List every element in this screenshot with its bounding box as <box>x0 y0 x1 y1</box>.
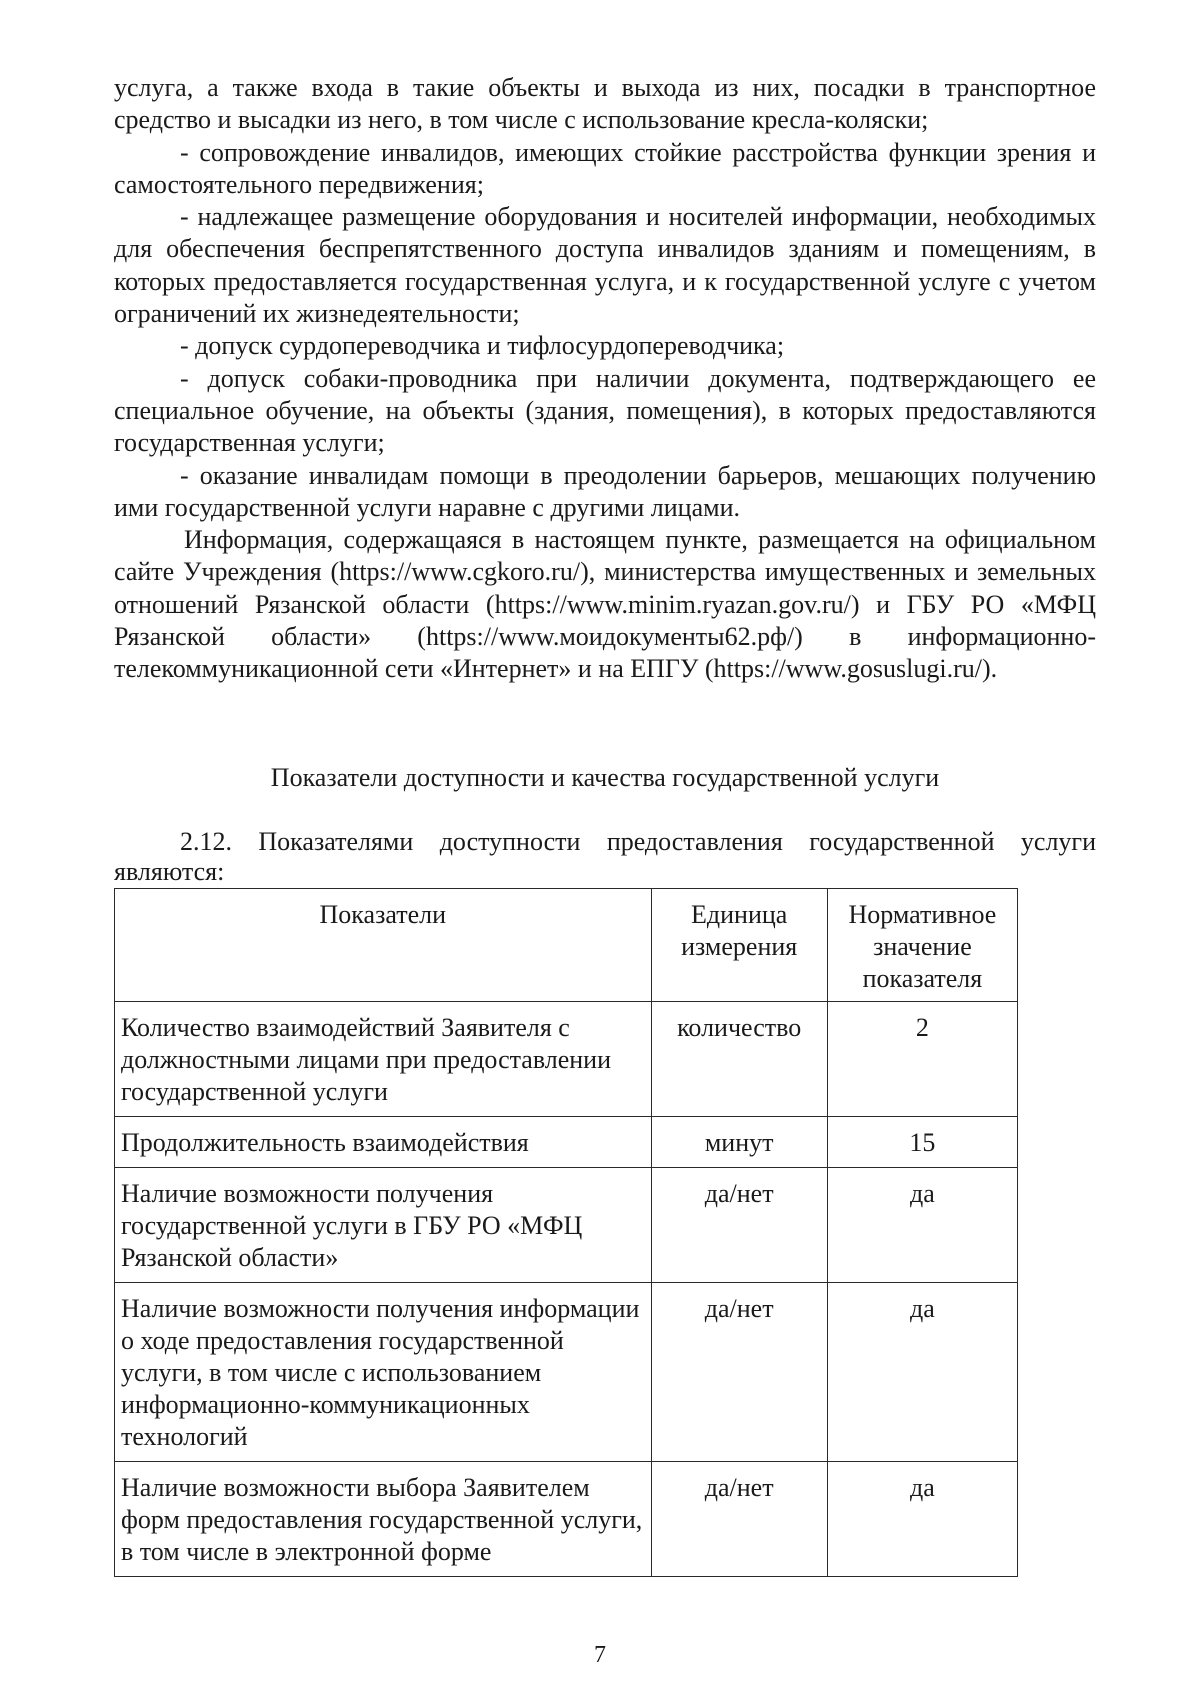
cell-indicator: Продолжительность взаимодействия <box>115 1117 652 1168</box>
header-unit: Единица измерения <box>651 889 827 1002</box>
cell-norm: да <box>827 1168 1017 1283</box>
paragraph-information: Информация, содержащаяся в настоящем пункте, размещается на официальном сайте Учреждения (https://www.cgkoro.ru/), министерства имущественных и земельных отношений Рязанской области (https://www.minim.ryazan.gov.ru/) и ГБУ РО «МФЦ Рязанской области» (https://www.моидокументы62.рф/) в информационно-телекоммуникационной сети «Интернет» и на ЕПГУ (https://www.gosuslugi.ru/). <box>114 525 1096 684</box>
cell-indicator: Наличие возможности выбора Заявителем форм предоставления государственной услуги, в том числе в электронной форме <box>115 1462 652 1577</box>
cell-norm: да <box>827 1462 1017 1577</box>
cell-unit: минут <box>651 1117 827 1168</box>
indicators-table <box>114 888 1018 1577</box>
paragraph-equipment: - надлежащее размещение оборудования и носителей информации, необходимых для обеспечения беспрепятственного доступа инвалидов зданиям и помещениям, в которых предоставляется государственная услуга, и к государственной услуге с учетом ограничений их жизнедеятельности; <box>114 202 1096 329</box>
header-indicator: Показатели <box>115 889 652 1002</box>
cell-unit: да/нет <box>651 1283 827 1462</box>
paragraph-guide-dog: - допуск собаки-проводника при наличии документа, подтверждающего ее специальное обучение, на объекты (здания, помещения), в которых предоставляются государственная услуги; <box>114 363 1096 458</box>
paragraph-escort: - сопровождение инвалидов, имеющих стойкие расстройства функции зрения и самостоятельного передвижения; <box>114 137 1096 199</box>
cell-indicator: Наличие возможности получения государственной услуги в ГБУ РО «МФЦ Рязанской области» <box>115 1168 652 1283</box>
cell-unit: да/нет <box>651 1462 827 1577</box>
cell-norm: да <box>827 1283 1017 1462</box>
cell-indicator: Наличие возможности получения информации о ходе предоставления государственной услуги, в том числе с использованием информационно-коммуникационных технологий <box>115 1283 652 1462</box>
table-row <box>115 1168 1018 1283</box>
body-text <box>114 72 1096 686</box>
table-row <box>115 1462 1018 1577</box>
cell-norm: 2 <box>827 1002 1017 1117</box>
paragraph-interpreter: - допуск сурдопереводчика и тифлосурдопереводчика; <box>180 331 785 361</box>
table-row <box>115 1283 1018 1462</box>
section-title: Показатели доступности и качества государственной услуги <box>270 763 940 792</box>
cell-unit: да/нет <box>651 1168 827 1283</box>
header-norm: Нормативное значение показателя <box>827 889 1017 1002</box>
intro-paragraph: 2.12. Показателями доступности предоставления государственной услуги являются: <box>114 827 1096 886</box>
cell-norm: 15 <box>827 1117 1017 1168</box>
page-number: 7 <box>594 1642 606 1668</box>
paragraph-assistance: - оказание инвалидам помощи в преодолении барьеров, мешающих получению ими государственной услуги наравне с другими лицами. <box>114 460 1096 522</box>
paragraph-continuation: услуга, а также входа в такие объекты и выхода из них, посадки в транспортное средство и высадки из него, в том числе с использование кресла-коляски; <box>114 73 1096 135</box>
table-row <box>115 1117 1018 1168</box>
cell-unit: количество <box>651 1002 827 1117</box>
cell-indicator: Количество взаимодействий Заявителя с должностными лицами при предоставлении государственной услуги <box>115 1002 652 1117</box>
table-row <box>115 1002 1018 1117</box>
table-header-row <box>115 889 1018 1002</box>
